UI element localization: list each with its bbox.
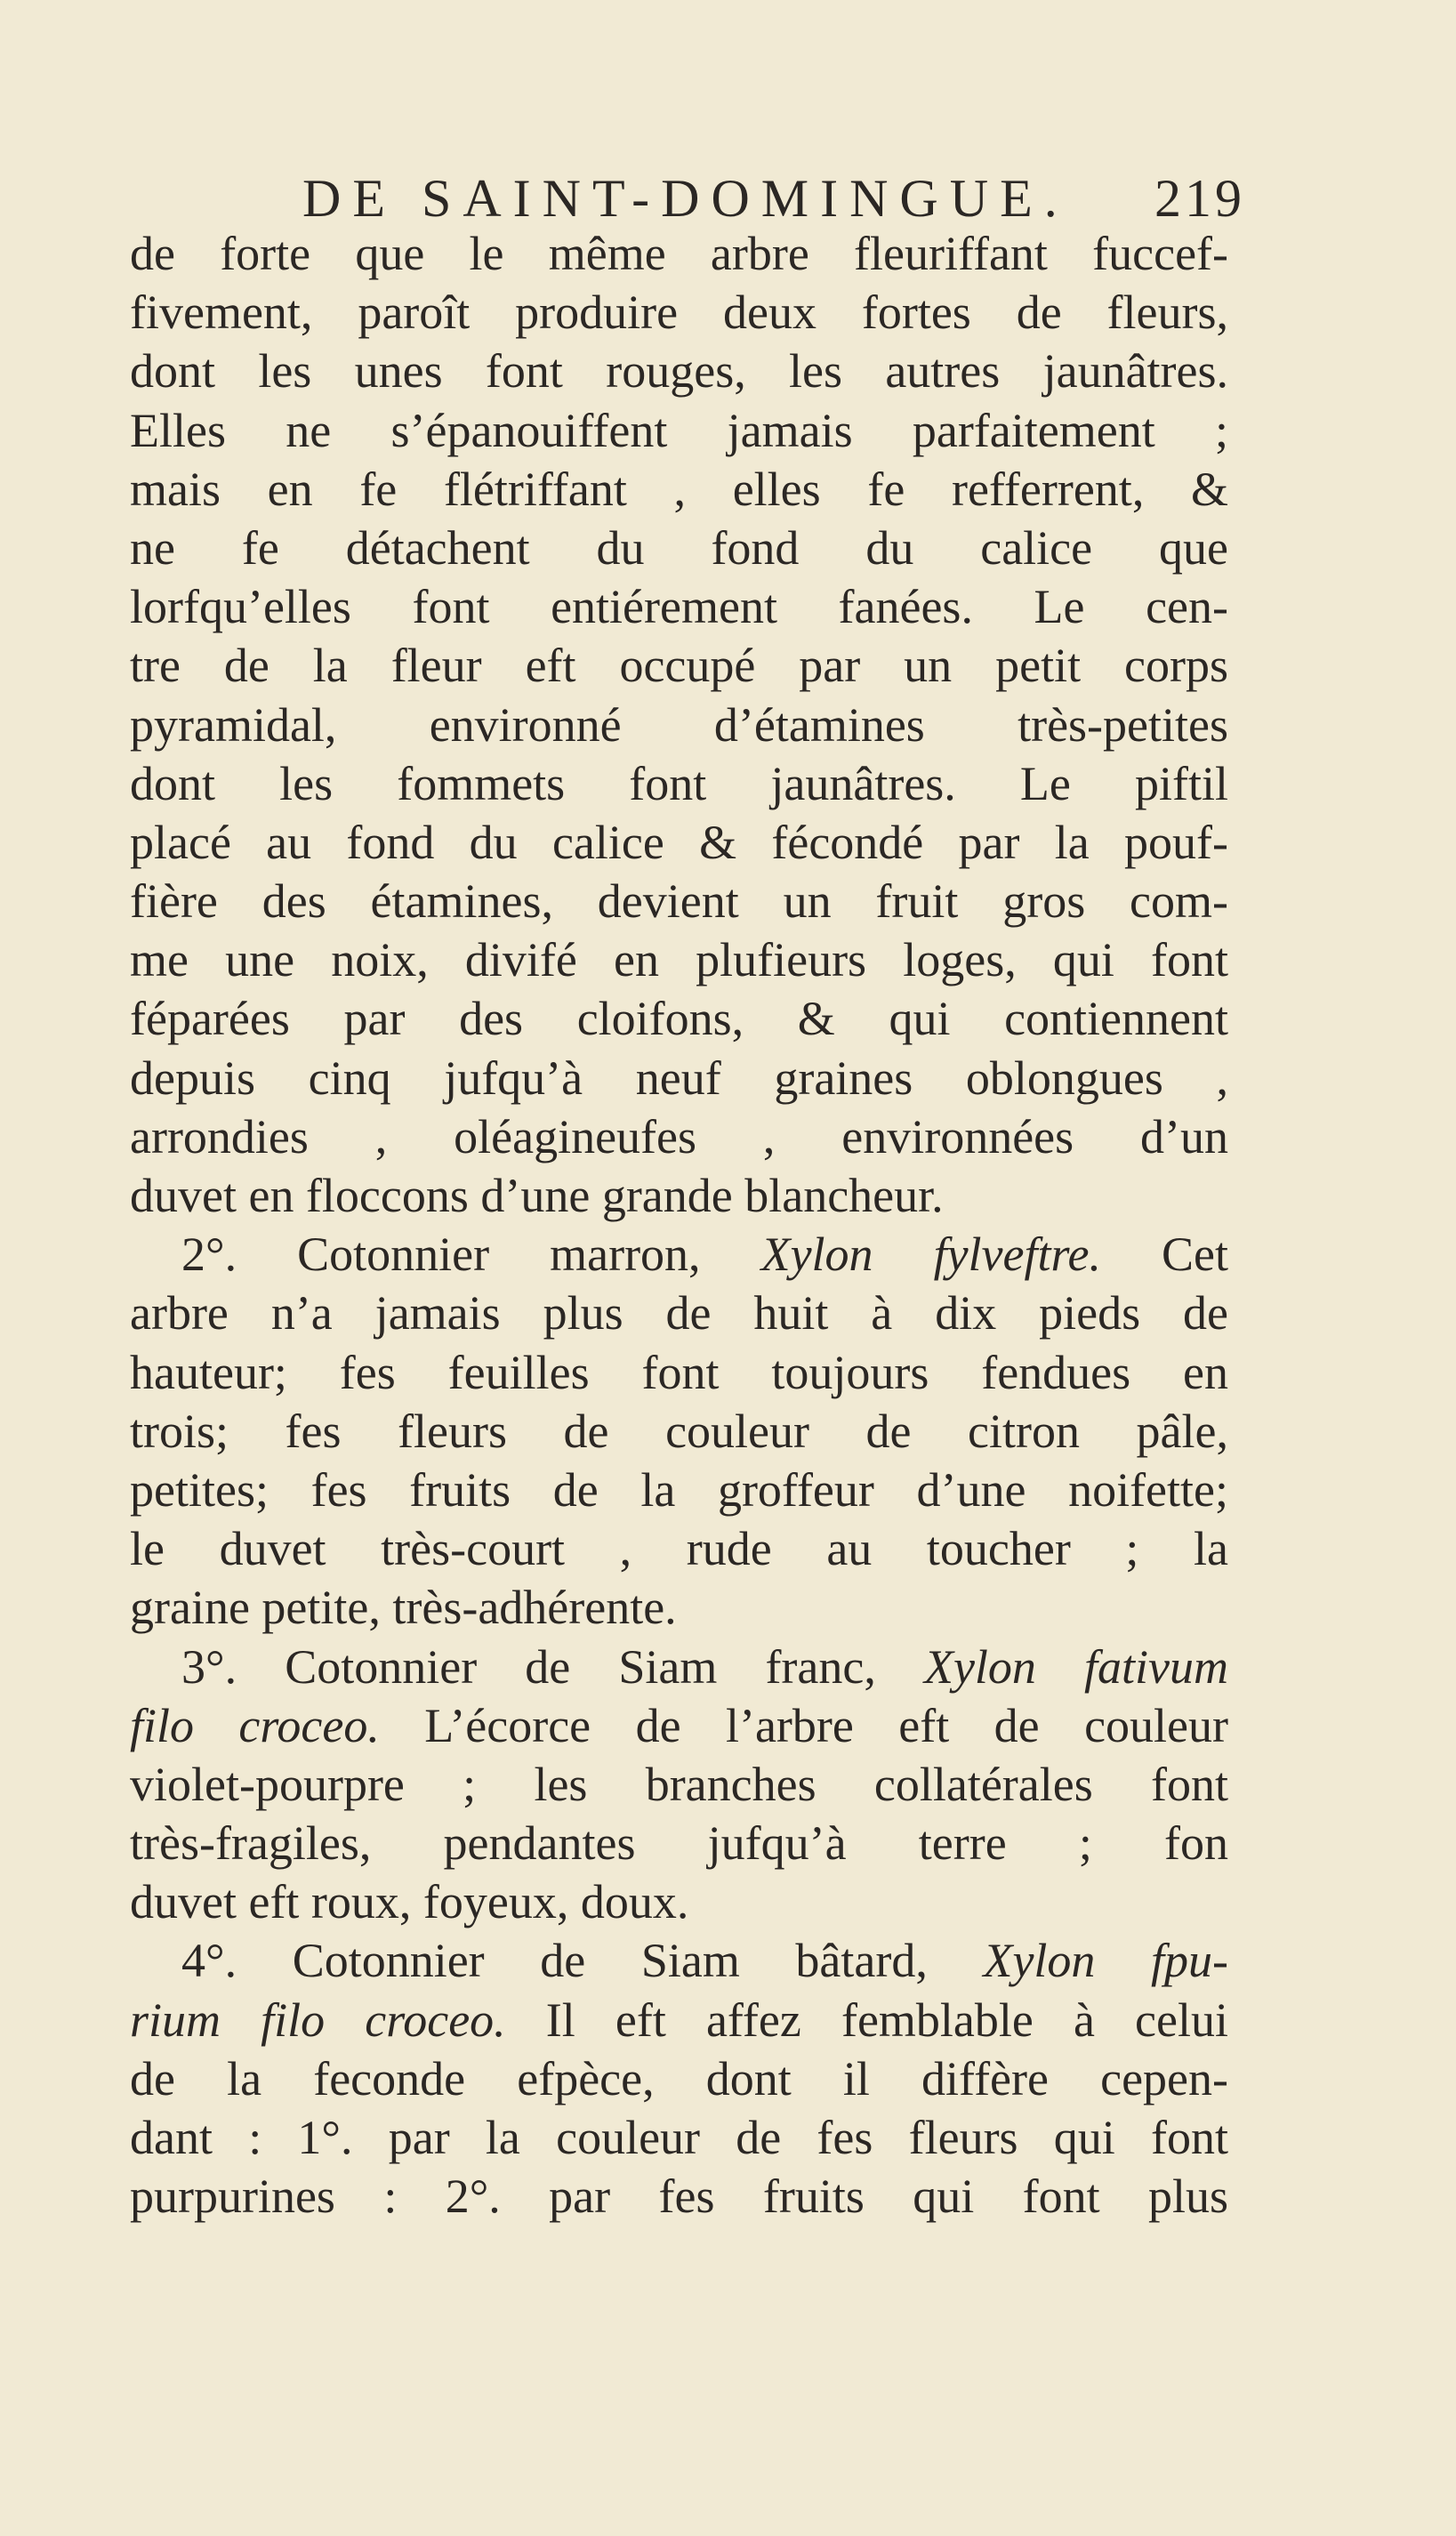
text-run: 3°. Cotonnier de Siam franc,: [181, 1639, 924, 1694]
species-name: filo croceo.: [130, 1698, 380, 1752]
text-line: de forte que le même arbre fleuriffant fuccef-: [130, 227, 1228, 280]
paragraph-2: [130, 1225, 1228, 1637]
text-line: purpurines : 2°. par fes fruits qui font plus: [130, 2170, 1228, 2224]
running-title: DE SAINT-DOMINGUE.: [302, 169, 1069, 228]
text-line: Elles ne s’épanouiffent jamais parfaitement ;: [130, 403, 1228, 457]
paragraph-4: [130, 1931, 1228, 2226]
text-line: fivement, paroît produire deux fortes de fleurs,: [130, 286, 1228, 340]
text-line: duvet en floccons d’une grande blancheur.: [130, 1169, 944, 1222]
body-text: [130, 224, 1228, 2226]
text-line: de la feconde efpèce, dont il diffère cepen-: [130, 2051, 1228, 2105]
text-line: depuis cinq jufqu’à neuf graines oblongues ,: [130, 1051, 1228, 1105]
text-line: dont les fommets font jaunâtres. Le piftil: [130, 756, 1228, 810]
text-line: [130, 1696, 1228, 1755]
text-line: pyramidal, environné d’étamines très-petites: [130, 697, 1228, 752]
text-line: placé au fond du calice & fécondé par la pouf-: [130, 815, 1228, 869]
text-line: [130, 1931, 1228, 1990]
text-line: mais en fe flétriffant , elles fe refferrent, &: [130, 462, 1228, 516]
text-line: trois; fes fleurs de couleur de citron pâle,: [130, 1404, 1228, 1458]
species-name: Xylon fativum: [923, 1639, 1228, 1694]
text-line: [130, 1225, 1228, 1284]
text-line: [130, 1638, 1228, 1696]
species-name: Xylon fylveftre.: [760, 1228, 1101, 1282]
text-line: petites; fes fruits de la groffeur d’une noifette;: [130, 1462, 1228, 1517]
text-line: arrondies , oléagineufes , environnées d’un: [130, 1109, 1228, 1163]
text-run: Il eft affez femblable à celui: [505, 1993, 1228, 2047]
paragraph-3: [130, 1638, 1228, 1932]
text-line: arbre n’a jamais plus de huit à dix pieds de: [130, 1286, 1228, 1340]
text-line: tre de la fleur eft occupé par un petit corps: [130, 639, 1228, 693]
text-line: [130, 1991, 1228, 2049]
text-line: le duvet très-court , rude au toucher ; la: [130, 1522, 1228, 1576]
text-line: me une noix, divifé en plufieurs loges, qui font: [130, 933, 1228, 987]
text-run: 4°. Cotonnier de Siam bâtard,: [181, 1934, 984, 1988]
paragraph-1: [130, 224, 1228, 1225]
text-line: fière des étamines, devient un fruit gros com-: [130, 874, 1228, 929]
text-line: duvet eft roux, foyeux, doux.: [130, 1875, 689, 1929]
text-line: graine petite, très-adhérente.: [130, 1581, 677, 1635]
text-line: très-fragiles, pendantes jufqu’à terre ; fon: [130, 1816, 1228, 1871]
text-line: ne fe détachent du fond du calice que: [130, 520, 1228, 575]
text-line: violet-pourpre ; les branches collatérales font: [130, 1757, 1228, 1811]
species-name: Xylon fpu-: [983, 1934, 1228, 1988]
text-run: Cet: [1100, 1228, 1228, 1282]
text-run: 2°. Cotonnier marron,: [181, 1228, 761, 1282]
text-line: hauteur; fes feuilles font toujours fendues en: [130, 1345, 1228, 1399]
page-number: 219: [1154, 169, 1245, 228]
species-name: rium filo croceo.: [130, 1993, 506, 2047]
text-run: L’écorce de l’arbre eft de couleur: [379, 1698, 1228, 1752]
text-line: lorfqu’elles font entiérement fanées. Le cen-: [130, 580, 1228, 634]
text-line: dont les unes font rouges, les autres jaunâtres.: [130, 344, 1228, 399]
text-line: féparées par des cloifons, & qui contiennent: [130, 992, 1228, 1046]
text-line: dant : 1°. par la couleur de fes fleurs qui font: [130, 2111, 1228, 2164]
running-head: [302, 167, 1245, 229]
